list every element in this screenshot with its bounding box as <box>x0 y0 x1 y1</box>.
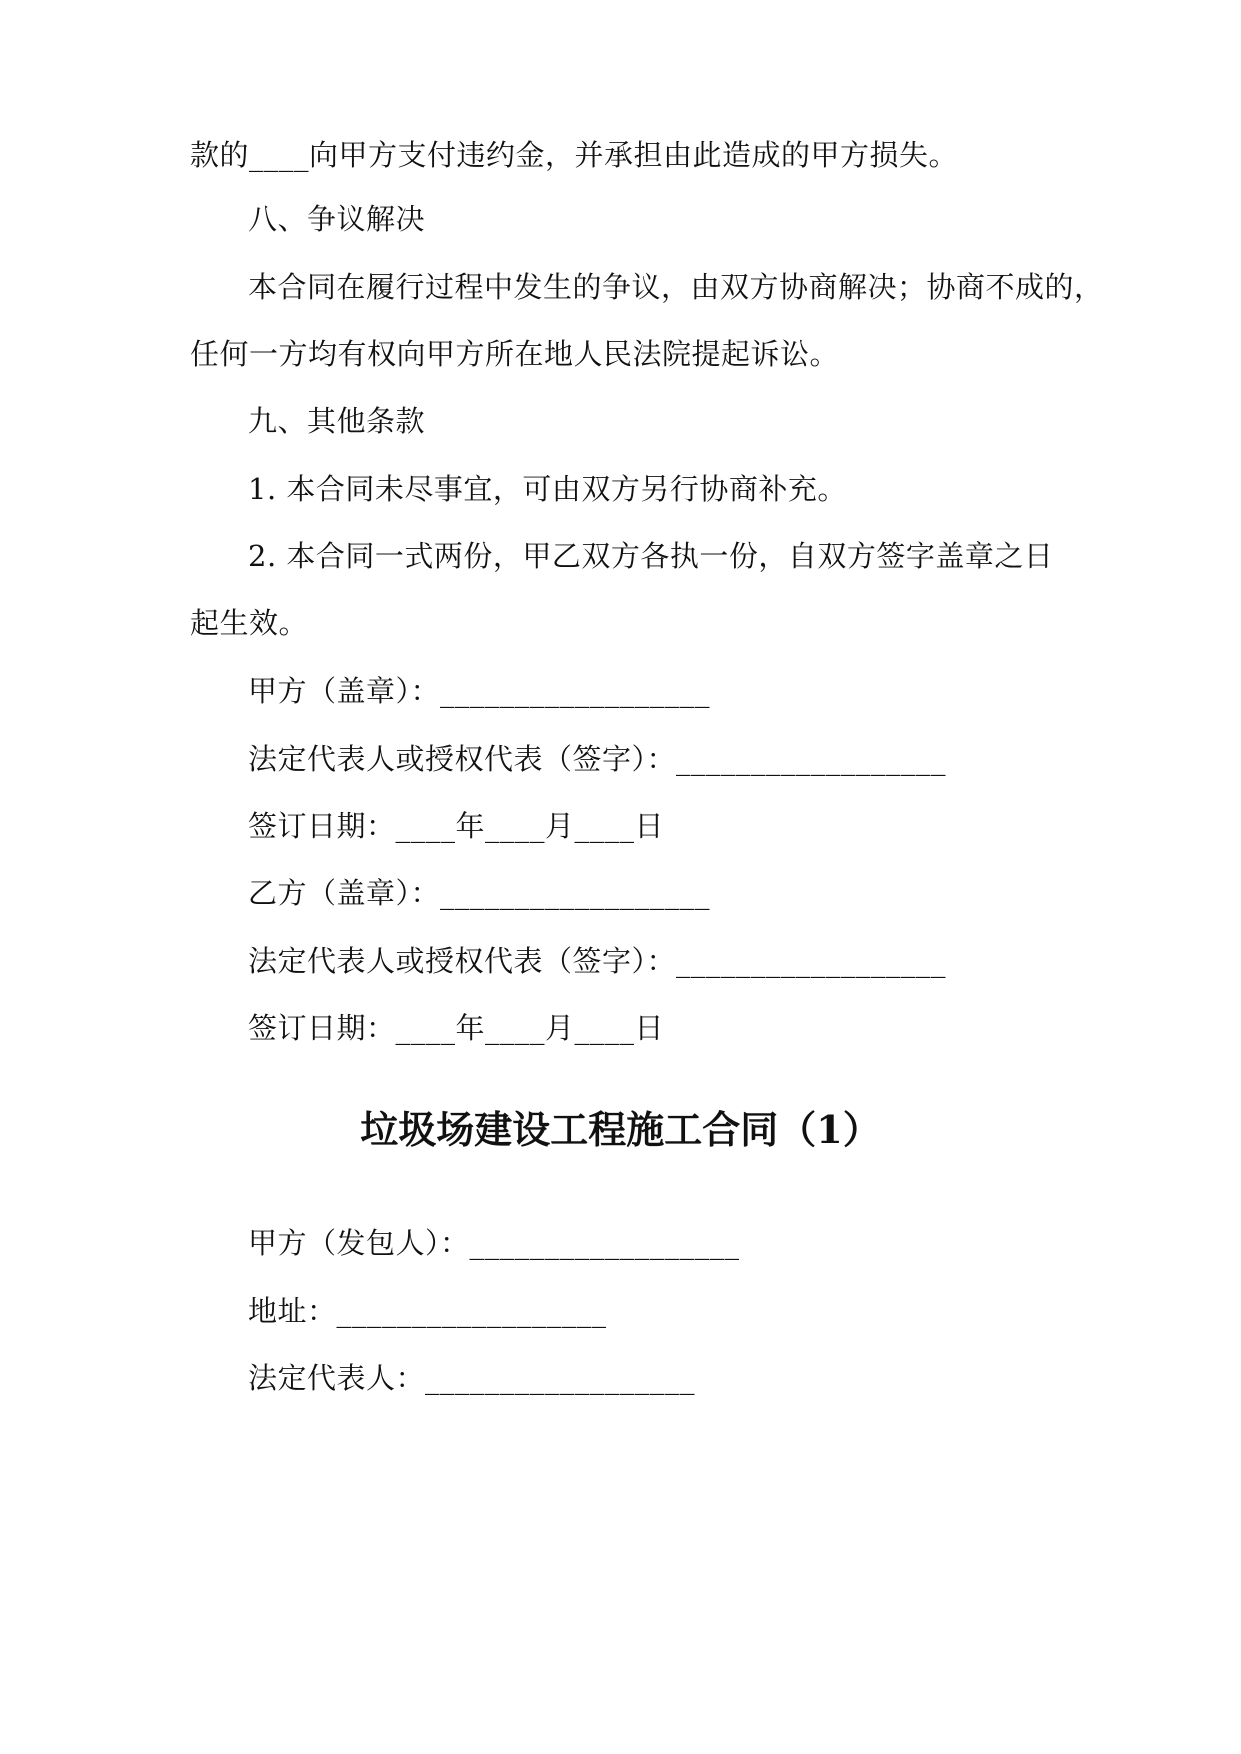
address-line: 地址：__________________ <box>248 1294 607 1328</box>
party-a-representative-line: 法定代表人或授权代表（签字）：__________________ <box>248 742 947 776</box>
party-b-seal-line: 乙方（盖章）：__________________ <box>248 876 711 910</box>
employer-line: 甲方（发包人）：__________________ <box>248 1226 740 1260</box>
paragraph-line: 起生效。 <box>190 606 309 640</box>
section-heading-dispute: 八、争议解决 <box>248 202 426 236</box>
clause-item-1: 1. 本合同未尽事宜，可由双方另行协商补充。 <box>248 472 847 506</box>
paragraph-line: 任何一方均有权向甲方所在地人民法院提起诉讼。 <box>190 337 840 371</box>
contract-title: 垃圾场建设工程施工合同（1） <box>360 1107 881 1152</box>
party-a-seal-line: 甲方（盖章）：__________________ <box>248 674 711 708</box>
section-heading-other: 九、其他条款 <box>248 404 426 438</box>
paragraph-line: 本合同在履行过程中发生的争议，由双方协商解决；协商不成的， <box>248 270 1104 304</box>
paragraph-line: 款的____向甲方支付违约金，并承担由此造成的甲方损失。 <box>190 138 959 172</box>
party-b-date-line: 签订日期：____年____月____日 <box>248 1011 665 1045</box>
party-b-representative-line: 法定代表人或授权代表（签字）：__________________ <box>248 944 947 978</box>
clause-item-2: 2. 本合同一式两份，甲乙双方各执一份，自双方签字盖章之日 <box>248 539 1054 573</box>
legal-representative-line: 法定代表人：__________________ <box>248 1361 696 1395</box>
party-a-date-line: 签订日期：____年____月____日 <box>248 809 665 843</box>
